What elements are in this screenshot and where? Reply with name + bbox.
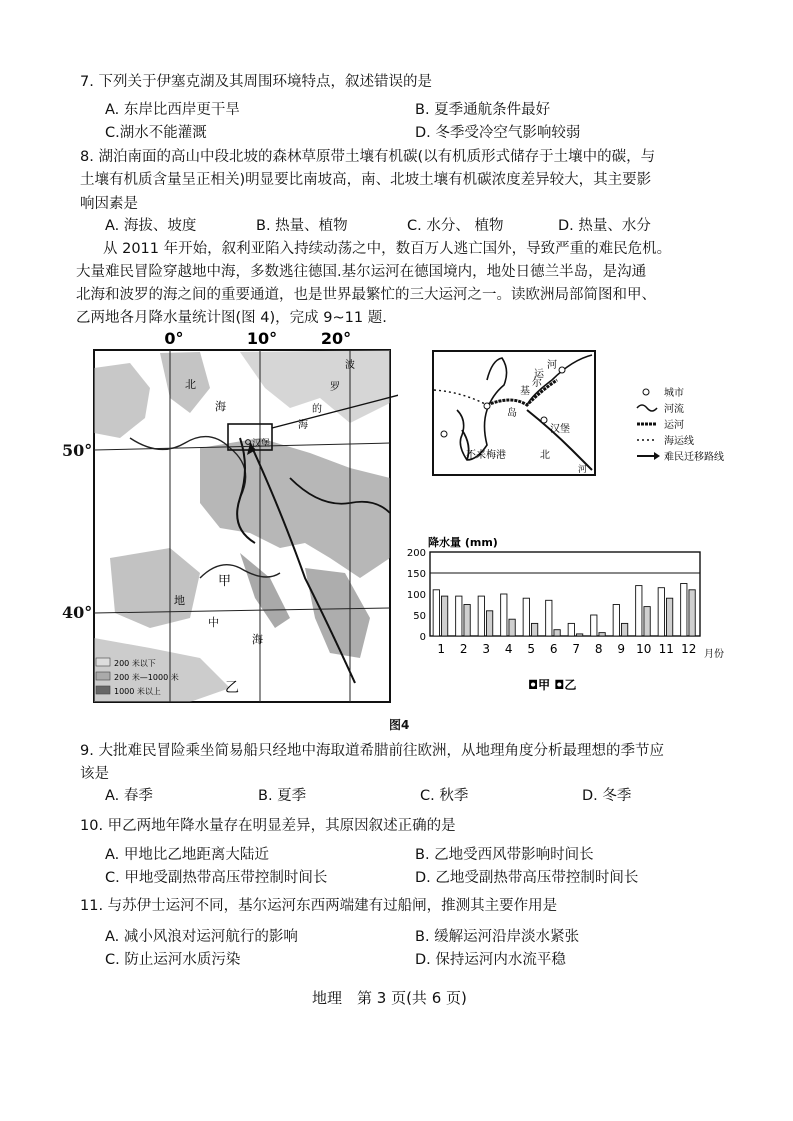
- chart-bar-jia-month-8: [591, 615, 597, 636]
- q8-option-b: B. 热量、植物: [256, 218, 348, 234]
- map-label-baltic-2: 罗: [330, 382, 340, 393]
- map-label-baltic-1: 波: [345, 360, 355, 371]
- chart-x-tick-label: 2: [459, 642, 468, 656]
- chart-bar-jia-month-3: [478, 596, 484, 636]
- inset-label-canal-2: 河: [547, 360, 557, 371]
- inset-city-kiel: [559, 367, 565, 373]
- map-lat-40-label: 40°: [62, 603, 93, 622]
- q11-option-d: D. 保持运河内水流平稳: [415, 952, 566, 968]
- chart-bar-yi-month-8: [599, 633, 605, 636]
- inset-label-kiel-2: 尔: [532, 378, 542, 389]
- chart-x-tick-label: 1: [437, 642, 446, 656]
- chart-y-tick-label: 0: [419, 632, 426, 643]
- inset-city-hamburg: [541, 417, 547, 423]
- chart-bar-yi-month-7: [576, 634, 582, 636]
- chart-bar-yi-month-10: [644, 607, 650, 636]
- inset-label-kiel-1: 基: [520, 386, 530, 397]
- q10-option-c: C. 甲地受副热带高压带控制时间长: [105, 870, 328, 886]
- chart-x-tick-label: 11: [658, 642, 674, 656]
- chart-x-tick-label: 12: [681, 642, 697, 656]
- chart-bar-jia-month-5: [523, 598, 529, 636]
- q7-option-d: D. 冬季受冷空气影响较弱: [415, 125, 581, 141]
- map-label-hamburg: 汉堡: [252, 439, 271, 449]
- map-label-yi: 乙: [225, 680, 239, 696]
- inset-label-island: 岛: [507, 408, 517, 419]
- inset-legend-river-symbol: [637, 405, 657, 411]
- map-legend-2: 200 米—1000 米: [114, 673, 179, 682]
- q8-option-d: D. 热量、水分: [558, 218, 651, 234]
- q8-option-a: A. 海拔、坡度: [105, 218, 197, 234]
- chart-x-axis-title: 月份: [704, 649, 724, 660]
- map-lon-20: 20°: [320, 329, 352, 348]
- map-legend-swatch-1: [96, 658, 110, 666]
- inset-label-bremerhaven: 不来梅港: [466, 450, 506, 461]
- chart-bar-yi-month-2: [464, 605, 470, 637]
- chart-bar-jia-month-9: [613, 605, 619, 637]
- map-legend-swatch-3: [96, 686, 110, 694]
- inset-label-river: 河: [578, 465, 588, 475]
- europe-map: [90, 328, 398, 706]
- chart-x-tick-label: 7: [572, 642, 581, 656]
- question-8-stem-line-2: 土壤有机质含量呈正相关)明显要比南坡高，南、北坡土壤有机碳浓度差异较大，其主要影: [80, 172, 652, 188]
- inset-legend-river: 河流: [664, 404, 684, 415]
- question-9-stem-line-1: 9. 大批难民冒险乘坐简易船只经地中海取道希腊前往欧洲，从地理角度分析最理想的季节应: [80, 743, 664, 759]
- map-label-med-1: 地: [174, 594, 185, 607]
- chart-bar-yi-month-9: [621, 623, 627, 636]
- chart-bar-jia-month-10: [636, 586, 642, 636]
- inset-legend-canal: 运河: [664, 420, 684, 431]
- chart-bar-jia-month-2: [456, 596, 462, 636]
- chart-x-tick-label: 3: [482, 642, 491, 656]
- q7-option-c: C.湖水不能灌溉: [105, 125, 207, 141]
- map-label-jia: 甲: [218, 574, 232, 589]
- inset-city-bremerhaven: [441, 431, 447, 437]
- inset-city-brunsbuttel: [484, 403, 490, 409]
- inset-label-canal-1: 运: [534, 369, 544, 380]
- chart-y-tick-label: 100: [406, 590, 426, 601]
- map-lat-50-label: 50°: [62, 441, 93, 460]
- q7-option-a: A. 东岸比西岸更干旱: [105, 102, 240, 118]
- precipitation-chart: [398, 532, 748, 692]
- passage-line-2: 大量难民冒险穿越地中海，多数逃往德国.基尔运河在德国境内，地处日德兰半岛，是沟通: [76, 264, 647, 280]
- inset-legend-refugee: 难民迁移路线: [664, 452, 724, 463]
- question-9-stem-line-2: 该是: [80, 766, 109, 782]
- map-label-med-3: 海: [252, 633, 263, 646]
- q10-option-a: A. 甲地比乙地距离大陆近: [105, 847, 269, 863]
- q11-option-c: C. 防止运河水质污染: [105, 952, 241, 968]
- chart-bar-yi-month-4: [509, 619, 515, 636]
- chart-bars: [433, 584, 695, 637]
- q9-option-b: B. 夏季: [258, 788, 307, 804]
- chart-bar-jia-month-1: [433, 590, 439, 636]
- map-lon-10: 10°: [246, 329, 278, 348]
- chart-x-labels: [437, 642, 696, 656]
- page-footer: 地理 第 3 页(共 6 页): [312, 989, 467, 1007]
- chart-legend: ◘甲 ◘乙: [528, 678, 577, 692]
- chart-bar-jia-month-7: [568, 623, 574, 636]
- question-8-stem-line-1: 8. 湖泊南面的高山中段北坡的森林草原带土壤有机碳(以有机质形式储存于土壤中的碳，与: [80, 149, 656, 165]
- map-legend-1: 200 米以下: [114, 659, 156, 668]
- chart-bar-jia-month-6: [546, 600, 552, 636]
- chart-y-tick-label: 50: [413, 611, 426, 622]
- q11-option-b: B. 缓解运河沿岸淡水紧张: [415, 929, 580, 945]
- chart-bar-jia-month-4: [501, 594, 507, 636]
- passage-line-1: 从 2011 年开始，叙利亚陷入持续动荡之中，数百万人逃亡国外，导致严重的难民危机。: [103, 241, 672, 257]
- q7-option-b: B. 夏季通航条件最好: [415, 102, 551, 118]
- passage-line-4: 乙两地各月降水量统计图(图 4)，完成 9~11 题.: [76, 310, 387, 326]
- map-legend-3: 1000 米以上: [114, 687, 161, 696]
- chart-x-tick-label: 6: [549, 642, 558, 656]
- map-label-north-sea-1: 北: [185, 378, 196, 391]
- question-8-stem-line-3: 响因素是: [80, 196, 138, 212]
- chart-bar-yi-month-11: [666, 598, 672, 636]
- chart-bar-yi-month-12: [689, 590, 695, 636]
- chart-y-tick-label: 150: [406, 569, 426, 580]
- chart-x-tick-label: 9: [617, 642, 626, 656]
- question-11-stem: 11. 与苏伊士运河不同，基尔运河东西两端建有过船闸，推测其主要作用是: [80, 898, 558, 914]
- figure-caption: 图4: [389, 718, 410, 732]
- q9-option-c: C. 秋季: [420, 788, 469, 804]
- inset-legend-city-symbol: [643, 389, 649, 395]
- chart-y-tick-label: 200: [406, 548, 426, 559]
- passage-line-3: 北海和波罗的海之间的重要通道，也是世界最繁忙的三大运河之一。读欧洲局部简图和甲、: [76, 287, 656, 303]
- chart-x-tick-label: 4: [504, 642, 513, 656]
- chart-bar-yi-month-6: [554, 630, 560, 636]
- inset-legend-sea-route: 海运线: [664, 436, 694, 447]
- map-legend-swatch-2: [96, 672, 110, 680]
- kiel-inset-map: [432, 350, 744, 478]
- inset-label-hamburg: 汉堡: [550, 424, 570, 435]
- q9-option-d: D. 冬季: [582, 788, 632, 804]
- chart-y-axis-title: 降水量 (mm): [428, 536, 498, 549]
- inset-legend-city: 城市: [664, 388, 684, 399]
- q10-option-b: B. 乙地受西风带影响时间长: [415, 847, 594, 863]
- q9-option-a: A. 春季: [105, 788, 153, 804]
- map-label-med-2: 中: [208, 616, 219, 629]
- chart-x-tick-label: 10: [636, 642, 652, 656]
- question-10-stem: 10. 甲乙两地年降水量存在明显差异，其原因叙述正确的是: [80, 818, 456, 834]
- chart-y-ticks: [407, 548, 700, 643]
- map-label-baltic-3: 的: [312, 404, 322, 415]
- chart-x-tick-label: 8: [594, 642, 603, 656]
- inset-label-north: 北: [540, 450, 550, 461]
- chart-bar-yi-month-5: [531, 623, 537, 636]
- chart-bar-jia-month-12: [681, 584, 687, 637]
- inset-legend-refugee-arrow: [654, 452, 660, 460]
- chart-bar-yi-month-1: [441, 596, 447, 636]
- q11-option-a: A. 减小风浪对运河航行的影响: [105, 929, 298, 945]
- chart-bar-jia-month-11: [658, 588, 664, 636]
- map-label-north-sea-2: 海: [215, 400, 226, 413]
- q10-option-d: D. 乙地受副热带高压带控制时间长: [415, 870, 639, 886]
- map-label-baltic-4: 海: [298, 420, 308, 431]
- question-7-stem: 7. 下列关于伊塞克湖及其周围环境特点，叙述错误的是: [80, 74, 432, 90]
- map-lon-0: 0°: [164, 329, 184, 348]
- chart-bar-yi-month-3: [486, 611, 492, 636]
- q8-option-c: C. 水分、 植物: [407, 218, 504, 234]
- chart-x-tick-label: 5: [527, 642, 536, 656]
